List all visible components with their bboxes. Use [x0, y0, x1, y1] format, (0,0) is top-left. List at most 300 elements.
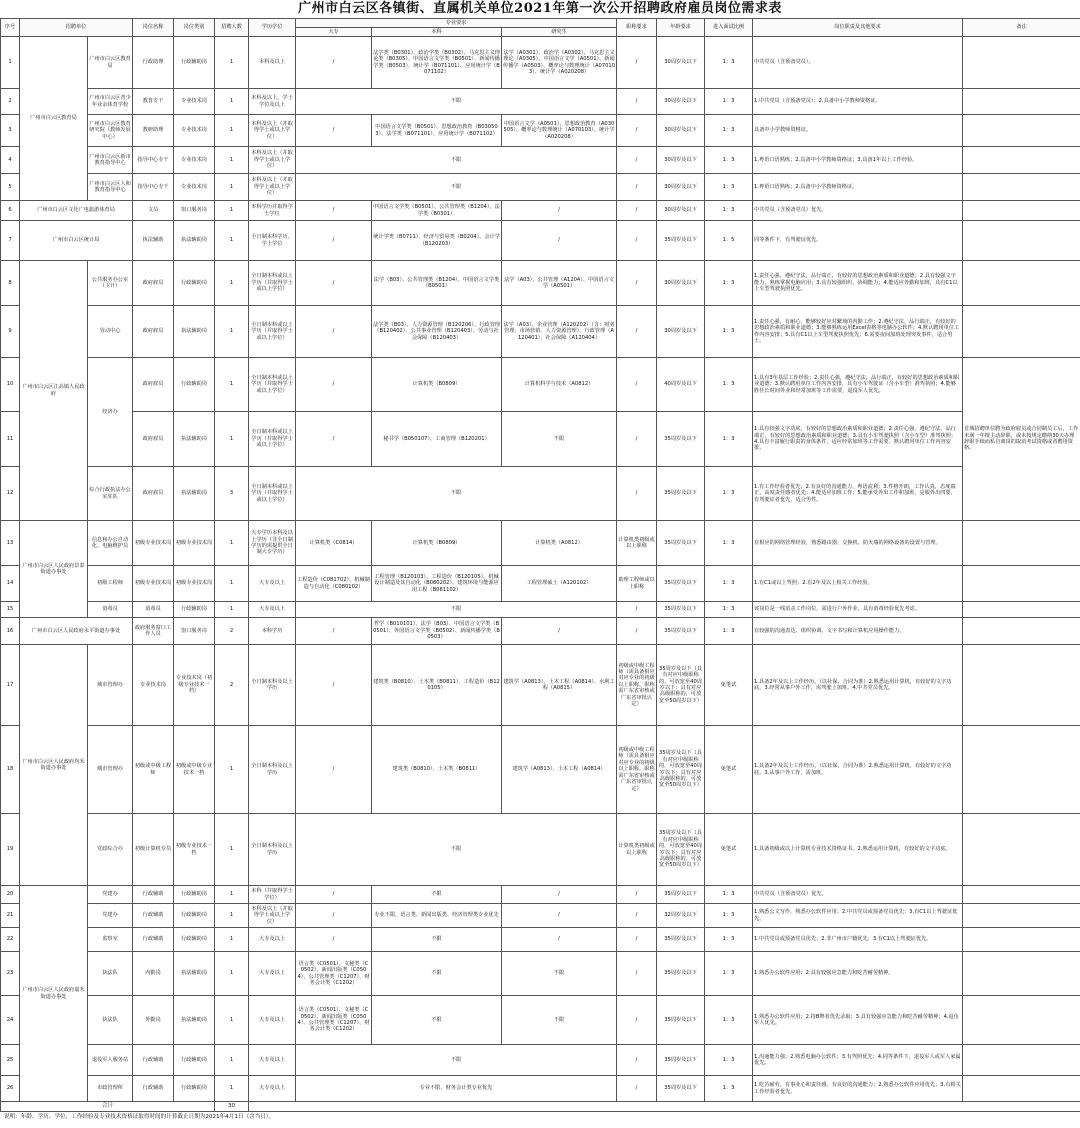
total-label: 合计 — [1, 1102, 215, 1112]
cell-post: 教育专干 — [133, 89, 174, 115]
header-age: 年龄要求 — [657, 19, 705, 37]
total-value: 30 — [215, 1102, 249, 1112]
header-post-type: 岗位类别 — [174, 19, 215, 37]
cell-unit: 广州市白云区江高镇人民政府 — [20, 261, 88, 521]
cell-major-merged: 不限 — [296, 814, 617, 886]
cell-remark — [963, 928, 1080, 952]
cell-edu: 本科学历并取得学士学位 — [249, 201, 296, 221]
cell-title-req: 初级或中级工程师（需具备相应对应专业的初级以上职称，职称需广东省审核或广东省审批认定） — [617, 645, 657, 726]
table-row — [1, 566, 1080, 602]
cell-benke: 中国语言文学类（B0501）、公共管理类（B1204）、法学类（B0301） — [372, 201, 502, 221]
cell-major-merged: 不限 — [296, 89, 617, 115]
cell-dazhuan: / — [296, 201, 372, 221]
cell-ptype: 窗口服务岗 — [174, 618, 215, 645]
cell-edu: 全日制本科及以上学历 — [249, 726, 296, 814]
cell-count: 1 — [215, 814, 249, 886]
cell-benke: 法学类（B03）、人力资源管理（B120206）、行政管理（B120402）、公共事业管理（B120403）、劳动与社会保障（B120403） — [372, 306, 502, 358]
cell-subunit: 广州市白云区教育局 — [88, 37, 133, 89]
header-unit: 招聘单位 — [20, 19, 133, 37]
cell-remark — [963, 115, 1080, 147]
cell-ratio: 1：3 — [705, 89, 753, 115]
cell-yanjiusheng: 法学（A0301）、政治学（A0302）、马克思主义理论（A0305）、中国语言文学（A0501）、新闻传播学（A0503）、概率论与数理统计（A070103）、统计学（A020208） — [502, 37, 617, 89]
cell-count: 1 — [215, 261, 249, 306]
table-row — [1, 358, 1080, 412]
cell-age: 35周岁及以下 — [657, 412, 705, 467]
cell-edu: 全日制本科或以上学历（并取得学士或以上学位） — [249, 412, 296, 467]
cell-benke: 工程管理（B120103）、工程造价（B120105）、机械设计制造及其自动化（B080202）、建筑环境与能源应用工程（B081102） — [372, 566, 502, 602]
cell-age: 35周岁及以下 — [657, 1045, 705, 1076]
cell-benke: 法学类（B0301）、政治学类（B0302）、马克思主义理论类（B0305）、中国语言文学类（B0501）、新闻传播学类（B0503）、统计学（B071101）、应用统计学（B071102） — [372, 37, 502, 89]
cell-duties: 1.熟悉公文写作，熟悉办公软件应用；2.中共党员或预备党员优先；3.有C1以上驾驶证优先。 — [753, 904, 963, 928]
cell-duties: 中共党员（含预备党员）优先。 — [753, 886, 963, 904]
cell-count: 1 — [215, 1045, 249, 1076]
cell-yanjiusheng: 建筑学（A0813）、土木工程（A0814） — [502, 726, 617, 814]
cell-subunit: 综合行政执法办公室驻队 — [88, 467, 133, 521]
cell-subunit: 执法队 — [88, 952, 133, 996]
cell-duties: 具备中小学教师资格证。 — [753, 115, 963, 147]
cell-edu: 大专及以上 — [249, 1045, 296, 1076]
cell-major-merged: 不限 — [296, 174, 617, 201]
cell-post: 内勤岗 — [133, 952, 174, 996]
cell-duties: 1.熟悉办公软件应用；2.持B牌者优先录取；3.具有较强应急能力和吃苦耐劳精神；4.退伍军人优先。 — [753, 996, 963, 1045]
cell-post: 行政辅助 — [133, 1076, 174, 1102]
cell-ratio: 1：3 — [705, 952, 753, 996]
cell-age: 30周岁及以下 — [657, 115, 705, 147]
cell-subunit: 监察室 — [88, 928, 133, 952]
cell-remark — [963, 174, 1080, 201]
cell-yanjiusheng: 法学（A03）、公共管理（A1204）、中国语言文学（A0501） — [502, 261, 617, 306]
cell-ratio: 1：3 — [705, 306, 753, 358]
cell-benke: 计算机类（B0809） — [372, 521, 502, 566]
cell-ptype: 行政辅助岗 — [174, 928, 215, 952]
cell-seq: 23 — [1, 952, 20, 996]
cell-seq: 24 — [1, 996, 20, 1045]
cell-ptype: 执法辅助岗 — [174, 467, 215, 521]
cell-edu: 全日制本科及以上学历 — [249, 814, 296, 886]
cell-remark — [963, 1045, 1080, 1076]
cell-benke: 建筑类（B0810）、土木类（B0811） — [372, 726, 502, 814]
cell-age: 30周岁及以下 — [657, 306, 705, 358]
cell-remark — [963, 645, 1080, 726]
cell-count: 1 — [215, 726, 249, 814]
cell-ratio: 1：3 — [705, 886, 753, 904]
cell-count: 1 — [215, 521, 249, 566]
cell-remark — [963, 886, 1080, 904]
cell-subunit: 广州市白云区人和教育指导中心 — [88, 174, 133, 201]
cell-subunit: 初级工程师 — [88, 566, 133, 602]
cell-dazhuan: / — [296, 904, 372, 928]
cell-title-req: 计算机类初级或以上职称 — [617, 814, 657, 886]
cell-count: 1 — [215, 412, 249, 467]
cell-ptype: 初级专业技术岗 — [174, 521, 215, 566]
cell-ratio: 1：3 — [705, 115, 753, 147]
cell-ratio: 免笔试 — [705, 814, 753, 886]
cell-age: 35周岁及以下 — [657, 467, 705, 521]
cell-ptype: 专业技术岗 — [174, 115, 215, 147]
cell-ptype: 行政辅助岗 — [174, 358, 215, 412]
table-row — [1, 1076, 1080, 1102]
cell-dazhuan: / — [296, 358, 372, 412]
cell-ptype: 执法辅助岗 — [174, 952, 215, 996]
cell-yanjiusheng: / — [502, 928, 617, 952]
cell-duties: 1.具备2年及以上工作经历。（以社保、合同为准）2.熟悉运用计算机，有较好的文字功底。3.经常从事户外工作，需驾驶上加班。4.中共党员优先。 — [753, 645, 963, 726]
cell-edu: 大专及以上 — [249, 602, 296, 618]
cell-edu: 全日制本科或以上学历（并取得学士或以上学位） — [249, 306, 296, 358]
cell-post: 行政辅助 — [133, 1045, 174, 1076]
cell-subunit: 执法队 — [88, 996, 133, 1045]
cell-remark — [963, 201, 1080, 221]
cell-subunit: 广州市白云区新市教育指导中心 — [88, 147, 133, 174]
cell-yanjiusheng: 不限 — [502, 412, 617, 467]
cell-subunit: 党政综合办 — [88, 814, 133, 886]
cell-age: 35周岁及以下 — [657, 521, 705, 566]
cell-major-merged: 不限 — [296, 1045, 617, 1076]
cell-remark — [963, 521, 1080, 566]
cell-dazhuan: 工程造价（C081702）、机械制造与自动化（C080102） — [296, 566, 372, 602]
cell-unit: 广州市白云区文化广电旅游体育局 — [20, 201, 133, 221]
table-row — [1, 412, 1080, 467]
cell-count: 1 — [215, 358, 249, 412]
cell-subunit: 广州市白云区青少年业余体育学校 — [88, 89, 133, 115]
cell-count: 1 — [215, 904, 249, 928]
cell-seq: 22 — [1, 928, 20, 952]
cell-dazhuan: / — [296, 928, 372, 952]
cell-title-req: / — [617, 174, 657, 201]
cell-post: 外勤岗 — [133, 996, 174, 1045]
cell-subunit: 党建办 — [88, 904, 133, 928]
cell-seq: 25 — [1, 1045, 20, 1076]
table-row — [1, 174, 1080, 201]
cell-dazhuan: / — [296, 645, 372, 726]
cell-benke: 中国语言文学类（B0501）、思想政治教育（B030503）、法学类（B071101）、应用统计学（B071102） — [372, 115, 502, 147]
cell-seq: 21 — [1, 904, 20, 928]
cell-post: 初级专业技术岗 — [133, 566, 174, 602]
cell-ratio: 1：3 — [705, 261, 753, 306]
cell-remark — [963, 147, 1080, 174]
cell-ratio: 1：3 — [705, 174, 753, 201]
cell-edu: 大专及以上 — [249, 952, 296, 996]
cell-title-req: 助理工程师或以上职称 — [617, 566, 657, 602]
cell-title-req: / — [617, 618, 657, 645]
cell-edu: 本科及以上（并取得学士或以上学位） — [249, 904, 296, 928]
cell-post: 行政辅助 — [133, 928, 174, 952]
cell-title-req: / — [617, 996, 657, 1045]
cell-count: 1 — [215, 952, 249, 996]
cell-dazhuan: / — [296, 618, 372, 645]
cell-count: 1 — [215, 37, 249, 89]
cell-post: 行政辅助 — [133, 886, 174, 904]
cell-benke: 统计学类（B0711）、经济与贸易类（B0204）、会计学（B120203） — [372, 221, 502, 261]
cell-duties: 1.粤语口语熟练；2.具备中小学教师资格证。 — [753, 174, 963, 201]
cell-title-req: / — [617, 37, 657, 89]
cell-age: 30周岁及以下 — [657, 261, 705, 306]
cell-seq: 1 — [1, 37, 20, 89]
header-education: 学历学位 — [249, 19, 296, 37]
cell-remark — [963, 726, 1080, 814]
cell-count: 1 — [215, 115, 249, 147]
table-row — [1, 306, 1080, 358]
cell-yanjiusheng: 中国语言文学（A0501）、思想政治教育（A030505）、概率论与数理统计（A070103）、统计学（A020208） — [502, 115, 617, 147]
cell-seq: 10 — [1, 358, 20, 412]
cell-post: 初级计算机专员 — [133, 814, 174, 886]
cell-remark — [963, 261, 1080, 306]
cell-dazhuan: / — [296, 726, 372, 814]
cell-subunit: 劳动中心 — [88, 306, 133, 358]
table-row — [1, 467, 1080, 521]
cell-ratio: 免笔试 — [705, 645, 753, 726]
cell-yanjiusheng: / — [502, 221, 617, 261]
cell-seq: 6 — [1, 201, 20, 221]
cell-ratio: 1：3 — [705, 412, 753, 467]
cell-ptype: 窗口服务岗 — [174, 201, 215, 221]
cell-ptype: 执法辅助岗 — [174, 306, 215, 358]
cell-seq: 4 — [1, 147, 20, 174]
cell-edu: 大专及以上 — [249, 928, 296, 952]
cell-age: 30周岁及以下 — [657, 201, 705, 221]
cell-count: 1 — [215, 928, 249, 952]
cell-edu: 大专学历本科及以上学历（非全日制学历的需提供全日制大专学历） — [249, 521, 296, 566]
cell-yanjiusheng: 计算机类（A0812） — [502, 521, 617, 566]
cell-duties: 1.有C1或以上驾照；2.有2年及以上相关工作经验。 — [753, 566, 963, 602]
cell-title-req: 初级或中级工程师（需具备相应对应专业的初级以上职称，职称需广东省审核或广东省审批认定） — [617, 726, 657, 814]
cell-yanjiusheng: 不限 — [502, 996, 617, 1045]
cell-age: 35周岁及以下 — [657, 221, 705, 261]
cell-seq: 7 — [1, 221, 20, 261]
cell-seq: 11 — [1, 412, 20, 467]
cell-title-req: / — [617, 115, 657, 147]
cell-count: 1 — [215, 147, 249, 174]
table-row — [1, 521, 1080, 566]
cell-ptype: 专业技术岗 — [174, 174, 215, 201]
cell-duties: 有相应的网络管理经验，熟悉路由器、交换机、防火墙的网络设备的设置与管理。 — [753, 521, 963, 566]
cell-age: 35周岁及以下 — [657, 566, 705, 602]
cell-ptype: 初级或中级专业技术一档 — [174, 726, 215, 814]
cell-duties: 1.具有3年基层工作经验；2.责任心强，遵纪守法，品行端正，有较好的思想政治素质和职业道德；3.默认聘用单位工作内容安排，具有小车驾驶证（含小车型）准驾执照；4.能够胜任长时间外业和经常加班等工作需要，退役军人优先。 — [753, 358, 963, 412]
table-row — [1, 115, 1080, 147]
cell-post: 政府雇员 — [133, 261, 174, 306]
cell-edu: 本科学历 — [249, 618, 296, 645]
header-title-req: 职称要求 — [617, 19, 657, 37]
cell-yanjiusheng: / — [502, 886, 617, 904]
cell-ptype: 初级专业技术一档 — [174, 814, 215, 886]
cell-subunit: 经济办 — [88, 358, 133, 467]
cell-age: 35周岁及以下 — [657, 618, 705, 645]
cell-dazhuan: / — [296, 115, 372, 147]
header-ratio: 进入面试比例 — [705, 19, 753, 37]
cell-edu: 本科及以上 — [249, 37, 296, 89]
cell-edu: 本科及以上（并取得学士或以上学位） — [249, 147, 296, 174]
cell-yanjiusheng: 法学（A03）、企业管理（A120202）（含：财务管理、市场营销、人力资源管理）、行政管理（A120401）、社会保障（A120404） — [502, 306, 617, 358]
cell-benke: 建筑类（B0810）、土木类（B0811）、工程造价（B120105） — [372, 645, 502, 726]
cell-benke: 专业不限，语言类、新闻出版类、经济管理类专业优先 — [372, 904, 502, 928]
cell-age: 35周岁及以下（具有对应中级职称的，可放宽至40周岁以下；具有对应高级职称的，可放宽至50周岁以下） — [657, 726, 705, 814]
footnote: 说明：年龄、学历、学位、工作经验及专业技术资格证取得时间的计算截止日期为2021年4月1日（含当日）。 — [4, 1114, 275, 1120]
cell-count: 1 — [215, 996, 249, 1045]
cell-remark — [963, 814, 1080, 886]
cell-ratio: 1：5 — [705, 221, 753, 261]
cell-post: 政府雇员 — [133, 358, 174, 412]
table-row — [1, 261, 1080, 306]
cell-title-req: / — [617, 1076, 657, 1102]
total-blank — [249, 1102, 1080, 1112]
cell-age: 30周岁及以下 — [657, 89, 705, 115]
cell-dazhuan: / — [296, 37, 372, 89]
cell-edu: 大专及以上 — [249, 1076, 296, 1102]
cell-ratio: 1：3 — [705, 996, 753, 1045]
cell-unit: 广州市白云区教育局 — [20, 37, 88, 201]
table-row — [1, 221, 1080, 261]
cell-ptype: 行政辅助岗 — [174, 261, 215, 306]
header-duties: 岗位职责及其他要求 — [753, 19, 963, 37]
cell-edu: 全日制本科或以上学历（并取得学士或以上学位） — [249, 467, 296, 521]
cell-subunit: 公共服务办公室（卫计） — [88, 261, 133, 306]
cell-duties: 1.责任心强，有耐心，能够较好应对繁琐的内勤工作；2.遵纪守法，品行端正，有较好的思想政治素质和职业道德；3.能够熟练运用Excel表格等电脑办公软件；4.默认聘用单位工作内容安排；5.具有C1以上车型驾驶执照优先；6.需要夜间加班处理突发事件，适合男士。 — [753, 306, 963, 358]
cell-edu: 本科及以上，学士学位及以上 — [249, 89, 296, 115]
cell-ratio: 1：3 — [705, 358, 753, 412]
cell-benke: 不限 — [372, 996, 502, 1045]
cell-edu: 大专及以上 — [249, 996, 296, 1045]
cell-seq: 26 — [1, 1076, 20, 1102]
cell-duties: 1.具有较强文字功底，有较好的思想政治素质和职业道德；2.责任心强，遵纪守法，品行端正，有较好的思想政治素质和职业道德；3.具有小车驾驶执照（含小车型）准驾执照；4.具有丰富履行职责的身体条件，适应经常加班等工作需要，默认聘用单位工作内容安排。 — [753, 412, 963, 467]
cell-yanjiusheng: 工程管理硕士（A120102） — [502, 566, 617, 602]
cell-seq: 19 — [1, 814, 20, 886]
cell-post: 文员 — [133, 201, 174, 221]
header-major-dazhuan: 大专 — [296, 28, 372, 37]
cell-ptype: 执法辅助岗 — [174, 221, 215, 261]
cell-ratio: 1：3 — [705, 147, 753, 174]
cell-seq: 8 — [1, 261, 20, 306]
cell-edu: 全日制本科学历、学士学位 — [249, 221, 296, 261]
cell-post: 行政辅助 — [133, 904, 174, 928]
cell-edu: 全日制本科或以上学历（并取得学士或以上学位） — [249, 261, 296, 306]
cell-ptype: 执法辅助岗 — [174, 996, 215, 1045]
cell-count: 1 — [215, 602, 249, 618]
cell-age: 30周岁及以下 — [657, 37, 705, 89]
cell-yanjiusheng: / — [502, 904, 617, 928]
cell-ratio: 1：3 — [705, 904, 753, 928]
cell-count: 1 — [215, 201, 249, 221]
cell-duties: 1.沟通能力强；2.熟悉电脑办公软件；3.有驾照优先；4.同等条件下，退役军人或军人家属优先。 — [753, 1045, 963, 1076]
cell-duties: 中共党员（含预备党员）。 — [753, 37, 963, 89]
cell-ptype: 专业技术岗（初级专业技术一档） — [174, 645, 215, 726]
table-row — [1, 726, 1080, 814]
cell-post: 初级专业技术岗 — [133, 521, 174, 566]
cell-title-req: / — [617, 306, 657, 358]
cell-count: 1 — [215, 1076, 249, 1102]
cell-unit: 广州市白云区人民政府景泰街道办事处 — [20, 521, 88, 618]
cell-subunit: 广州市白云区教育研究院（教师发展中心） — [88, 115, 133, 147]
cell-ptype: 行政辅助岗 — [174, 37, 215, 89]
cell-subunit: 城市管理办 — [88, 726, 133, 814]
cell-dazhuan: 语言类（C0501）、文秘类（C0502）、新闻出版类（C0504）、公共管理类（C1207）、财务会计类（C1202） — [296, 996, 372, 1045]
cell-edu: 大专及以上 — [249, 566, 296, 602]
table-row — [1, 1045, 1080, 1076]
cell-ratio: 1：3 — [705, 467, 753, 521]
cell-ratio: 1：3 — [705, 201, 753, 221]
cell-remark: 首城招聘单位聘为政府雇员或合同制员工后，工作未满一年擅主动辞职，或未按规定缴纳30天办理辞职手续而私自离岗的取消考试资格或者聘用资格。 — [963, 358, 1080, 521]
cell-count: 1 — [215, 566, 249, 602]
table-row — [1, 904, 1080, 928]
header-major-benke: 本科 — [372, 28, 502, 37]
cell-duties: 1.中共党员或预备党员优先；2.非广州市户籍优先；3.有C1以上驾驶证优先。 — [753, 928, 963, 952]
header-major-yanjiusheng: 研究生 — [502, 28, 617, 37]
cell-subunit: 党建办 — [88, 886, 133, 904]
cell-post: 专业技术岗 — [133, 645, 174, 726]
cell-remark — [963, 602, 1080, 618]
cell-count: 1 — [215, 174, 249, 201]
recruitment-table — [0, 18, 1080, 1112]
cell-dazhuan: 语言类（C0501）、文秘类（C0502）、新闻出版类（C0504）、公共管理类（C1207）、财务会计类（C1202） — [296, 952, 372, 996]
cell-title-req: / — [617, 602, 657, 618]
cell-title-req: / — [617, 928, 657, 952]
cell-title-req: / — [617, 1045, 657, 1076]
cell-dazhuan: / — [296, 306, 372, 358]
cell-benke: 秘书学（B050107）、工商管理（B120201） — [372, 412, 502, 467]
cell-age: 40周岁及以下 — [657, 358, 705, 412]
cell-ratio: 1：3 — [705, 566, 753, 602]
cell-post: 指导中心专干 — [133, 174, 174, 201]
cell-benke: 不限 — [372, 928, 502, 952]
cell-yanjiusheng: / — [502, 618, 617, 645]
table-row — [1, 996, 1080, 1045]
cell-count: 2 — [215, 618, 249, 645]
cell-ptype: 行政辅助岗 — [174, 1045, 215, 1076]
cell-remark — [963, 996, 1080, 1045]
cell-title-req: / — [617, 261, 657, 306]
cell-major-merged: 不限 — [296, 602, 617, 618]
cell-benke: 哲学（B010101）、法学（B03）、中国语言文学类（B0501）、外国语言文学类（B0502）、新闻传播学类（B0503） — [372, 618, 502, 645]
cell-ptype: 行政辅助岗 — [174, 602, 215, 618]
table-row — [1, 645, 1080, 726]
cell-count: 1 — [215, 221, 249, 261]
cell-remark — [963, 306, 1080, 358]
table-row — [1, 201, 1080, 221]
cell-benke: 不限 — [372, 952, 502, 996]
page-title: 广州市白云区各镇街、直属机关单位2021年第一次公开招聘政府雇员岗位需求表 — [298, 1, 782, 16]
cell-duties: 1.中共党员（含预备党员）；2.具备中小学教师资格证。 — [753, 89, 963, 115]
cell-title-req: / — [617, 952, 657, 996]
cell-subunit: 市政管理所 — [88, 1076, 133, 1102]
cell-age: 30周岁及以下 — [657, 147, 705, 174]
cell-duties: 1.有工作经验者优先；2.有良好的沟通能力，粤语流利；3.性格开朗，工作认真，态度端正，高度责任感者优先；4.能适应加班工作；5.能承受外出工作和加班，亮服外出四要，有驾驶证者优先，适合男性。 — [753, 467, 963, 521]
cell-ratio: 免笔试 — [705, 726, 753, 814]
cell-dazhuan: / — [296, 412, 372, 467]
cell-age: 32周岁及以下 — [657, 904, 705, 928]
cell-ratio: 1：3 — [705, 521, 753, 566]
cell-title-req: / — [617, 358, 657, 412]
cell-ratio: 1：3 — [705, 618, 753, 645]
cell-ratio: 1：3 — [705, 1076, 753, 1102]
cell-major-merged: 不限 — [296, 147, 617, 174]
cell-age: 35周岁及以下（具有对应中级职称的，可放宽至40周岁以下；具有对应高级职称的，可放宽至50周岁以下） — [657, 814, 705, 886]
cell-remark — [963, 89, 1080, 115]
cell-major-merged: 专业不限，财务会计类专业优先 — [296, 1076, 617, 1102]
cell-title-req: / — [617, 886, 657, 904]
cell-ptype: 行政辅助岗 — [174, 904, 215, 928]
cell-duties: 有较强的沟通表达、组织协调、文字书写和计算机应用操作能力。 — [753, 618, 963, 645]
cell-duties: 中共党员（含预备党员）优先。 — [753, 201, 963, 221]
table-row — [1, 618, 1080, 645]
cell-benke: 法学（B03）、公共管理类（B1204）、中国语言文学类（B0501） — [372, 261, 502, 306]
total-row — [1, 1102, 1080, 1112]
cell-post: 消毒员 — [133, 602, 174, 618]
cell-post: 执法辅助 — [133, 221, 174, 261]
cell-age: 35周岁及以下 — [657, 886, 705, 904]
table-row — [1, 952, 1080, 996]
cell-duties: 1.具备初级或以上计算机专业技术资格证书。2.熟悉运用计算机，有较好的文字功底。 — [753, 814, 963, 886]
cell-ptype: 行政辅助岗 — [174, 886, 215, 904]
cell-subunit: 信息和办公自动化、电脑维护员 — [88, 521, 133, 566]
